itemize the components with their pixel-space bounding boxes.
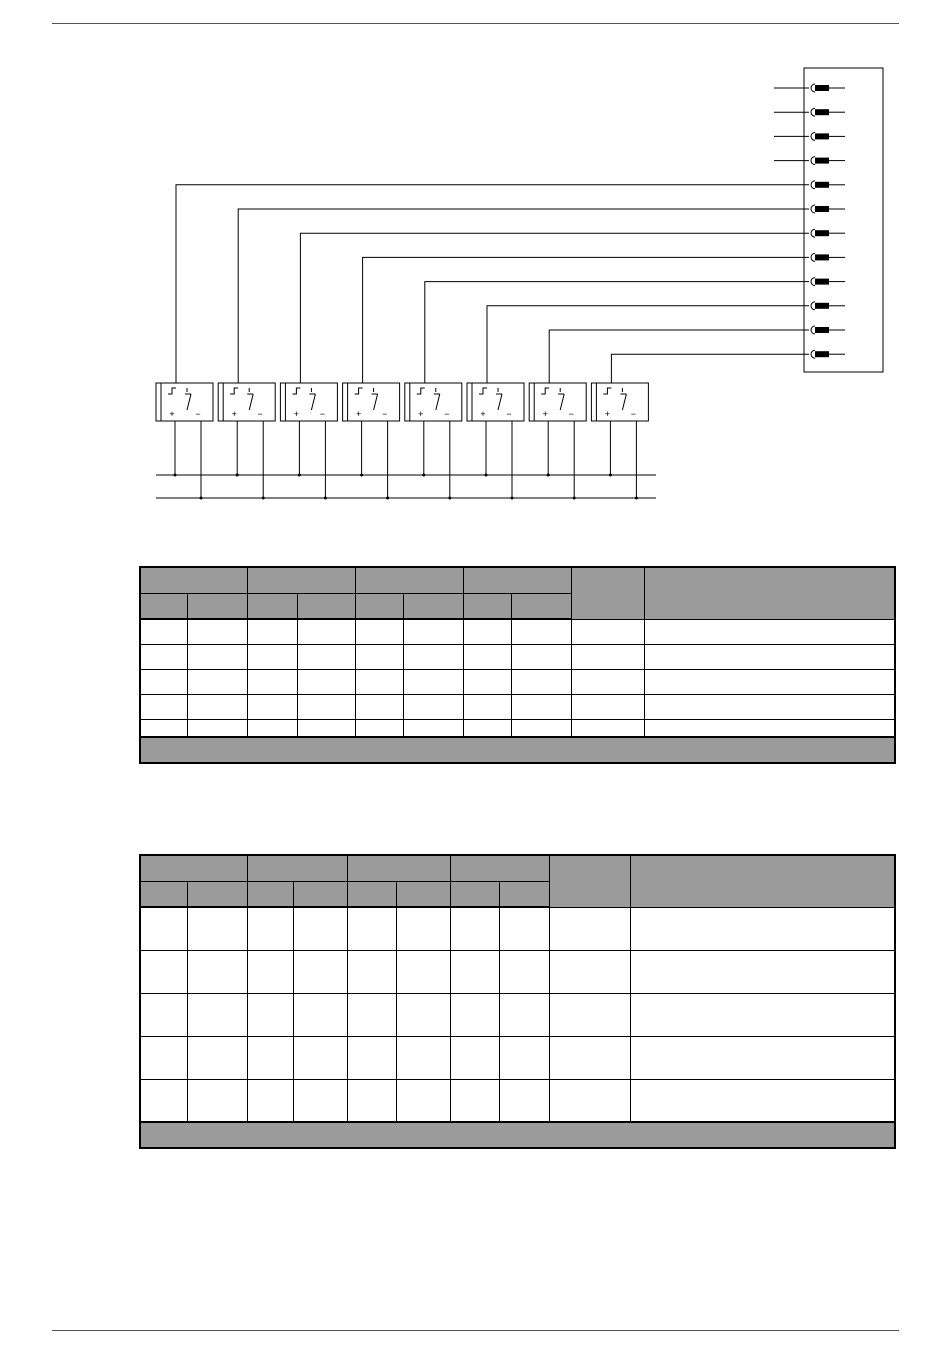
table-1-group-header-1	[140, 567, 247, 593]
relay-housing	[405, 383, 462, 421]
relay	[343, 383, 400, 421]
table-1-subheader	[403, 593, 463, 619]
pin-contact	[815, 158, 829, 164]
table-row	[140, 719, 895, 737]
junction-dot	[448, 497, 451, 500]
relay-terminal-minus: −	[257, 409, 263, 419]
pin-contact	[815, 327, 829, 333]
relay-terminal-plus: +	[355, 409, 362, 419]
pin-contact	[815, 85, 829, 91]
table-2	[139, 854, 896, 1149]
relay	[156, 383, 213, 421]
junction-dot	[200, 497, 203, 500]
relay-terminal-minus: −	[381, 409, 388, 419]
table-row	[140, 950, 895, 993]
table-2-group-header-1	[140, 855, 247, 881]
table-2-footer	[140, 1122, 895, 1148]
pin-contact	[815, 303, 829, 309]
table-2-subheader	[450, 881, 499, 907]
pin-socket-icon	[811, 84, 815, 92]
table-1-subheader	[247, 593, 297, 619]
junction-dot	[609, 474, 612, 477]
relay-housing	[343, 383, 400, 421]
junction-dot	[236, 474, 239, 477]
junction-dot	[386, 497, 389, 500]
table-row	[140, 1079, 895, 1122]
table-1-header-col-10	[644, 567, 895, 619]
pin-socket-icon	[811, 253, 815, 261]
table-1-subheader	[140, 593, 187, 619]
signal-wire	[300, 233, 774, 383]
signal-wire	[549, 330, 774, 383]
pin-socket-icon	[811, 205, 815, 213]
relay-terminal-minus: −	[630, 409, 637, 419]
relay-housing	[467, 383, 524, 421]
relay-terminal-plus: +	[169, 409, 175, 419]
table-2-header-col-9	[549, 855, 630, 907]
table-2-group-header-4	[450, 855, 549, 881]
pin-contact	[815, 279, 829, 285]
pin-socket-icon	[811, 229, 815, 237]
table-1-subheader	[355, 593, 403, 619]
table-row	[140, 993, 895, 1036]
relay-terminal-plus: +	[231, 409, 237, 419]
relay-terminal-plus: +	[480, 409, 486, 419]
junction-dot	[298, 474, 301, 477]
table-2-subheader	[140, 881, 187, 907]
signal-wires	[176, 185, 774, 383]
junction-dot	[262, 497, 265, 500]
table-row	[140, 644, 895, 669]
junction-dot	[573, 497, 576, 500]
signal-wire	[487, 306, 774, 383]
pin-socket-icon	[811, 278, 815, 286]
table-2-group-header-2	[247, 855, 347, 881]
pin-contact	[815, 351, 829, 357]
table-row	[140, 669, 895, 694]
wiring-diagram	[0, 0, 950, 520]
relay	[529, 383, 586, 421]
table-2-subheader	[187, 881, 247, 907]
table-row	[140, 907, 895, 950]
junction-dot	[635, 497, 638, 500]
relay-terminal-plus: +	[542, 409, 548, 419]
table-1-subheader	[297, 593, 355, 619]
junction-dot	[485, 474, 488, 477]
table-2-subheader	[499, 881, 549, 907]
pin-contact	[815, 254, 829, 260]
signal-wire	[176, 185, 774, 383]
table-1-header-col-9	[571, 567, 644, 619]
relay	[405, 383, 462, 421]
table-row	[140, 1036, 895, 1079]
relay-housing	[280, 383, 337, 421]
table-1	[139, 566, 896, 764]
junction-dot	[511, 497, 514, 500]
table-row	[140, 694, 895, 719]
signal-wire	[425, 282, 774, 383]
junction-dot	[324, 497, 327, 500]
power-bus	[156, 421, 656, 500]
table-2-group-header-3	[347, 855, 450, 881]
pin-contact	[815, 206, 829, 212]
table-row	[140, 619, 895, 644]
table-1-subheader	[511, 593, 571, 619]
relay-terminal-minus: −	[319, 409, 326, 419]
relay-terminal-minus: −	[195, 409, 201, 419]
relay-terminal-minus: −	[444, 409, 450, 419]
table-2-subheader	[396, 881, 450, 907]
relay-housing	[591, 383, 648, 421]
relay	[467, 383, 524, 421]
pin-socket-icon	[811, 350, 815, 358]
relay-terminal-plus: +	[418, 409, 424, 419]
relay-housing	[529, 383, 586, 421]
table-2-subheader	[293, 881, 347, 907]
footer-rule	[52, 1330, 899, 1331]
pin-socket-icon	[811, 302, 815, 310]
junction-dot	[174, 474, 177, 477]
relay-group	[156, 383, 648, 421]
table-1-group-header-4	[463, 567, 571, 593]
pin-socket-icon	[811, 181, 815, 189]
signal-wire	[238, 209, 774, 383]
pin-contact	[815, 133, 829, 139]
signal-wire	[611, 354, 774, 383]
pin-socket-icon	[811, 132, 815, 140]
pin-contact	[815, 182, 829, 188]
relay-housing	[156, 383, 213, 421]
table-1-footer	[140, 737, 895, 763]
pin-socket-icon	[811, 157, 815, 165]
table-1-subheader	[463, 593, 511, 619]
table-1-group-header-3	[355, 567, 463, 593]
relay-terminal-plus: +	[604, 409, 611, 419]
relay-housing	[218, 383, 275, 421]
junction-dot	[360, 474, 363, 477]
relay	[280, 383, 337, 421]
junction-dot	[547, 474, 550, 477]
junction-dot	[422, 474, 425, 477]
table-2-subheader	[247, 881, 293, 907]
pin-contact	[815, 109, 829, 115]
relay-terminal-minus: −	[568, 409, 574, 419]
pin-socket-icon	[811, 108, 815, 116]
relay-terminal-plus: +	[293, 409, 300, 419]
relay	[591, 383, 648, 421]
table-2-header-col-10	[630, 855, 895, 907]
table-1-subheader	[187, 593, 247, 619]
pin-contact	[815, 230, 829, 236]
relay-terminal-minus: −	[506, 409, 512, 419]
connector-block	[774, 68, 883, 372]
pin-socket-icon	[811, 326, 815, 334]
table-1-group-header-2	[247, 567, 355, 593]
relay	[218, 383, 275, 421]
table-2-subheader	[347, 881, 396, 907]
